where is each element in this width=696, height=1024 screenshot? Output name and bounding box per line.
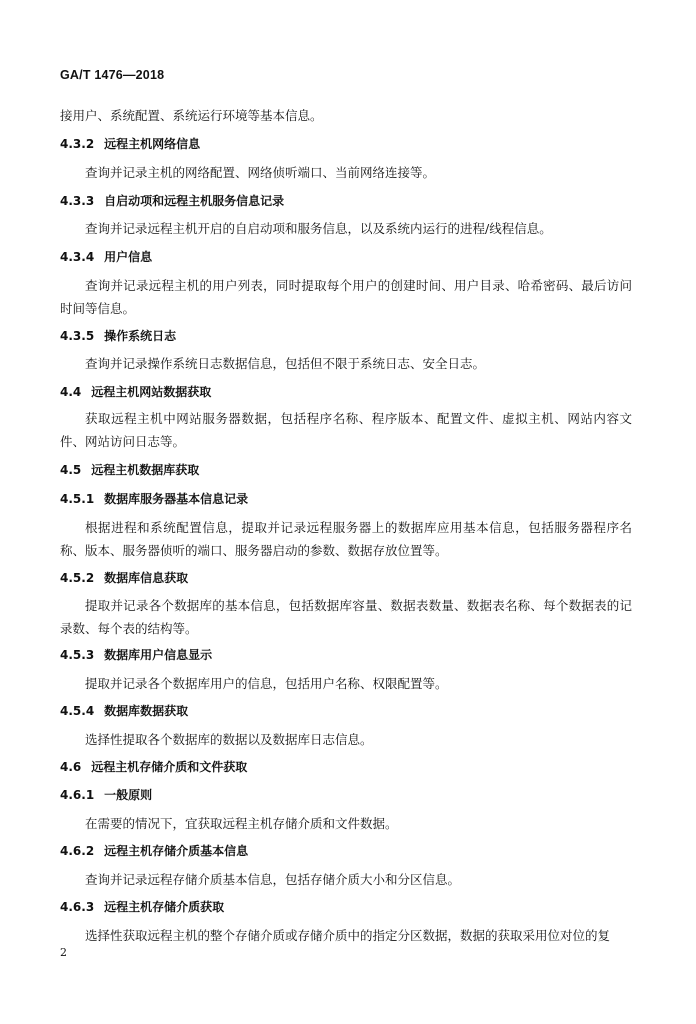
section-title: 操作系统日志 xyxy=(104,329,177,343)
paragraph: 接用户、系统配置、系统运行环境等基本信息。 xyxy=(60,108,323,123)
section-title: 用户信息 xyxy=(104,250,153,264)
section-title: 远程主机数据库获取 xyxy=(91,463,200,477)
section-heading xyxy=(60,702,188,719)
section-title: 数据库信息获取 xyxy=(104,571,189,585)
section-number: 4.5 xyxy=(60,463,82,477)
section-number: 4.6.3 xyxy=(60,900,95,914)
section-heading xyxy=(60,758,247,775)
paragraph: 查询并记录远程主机开启的自启动项和服务信息，以及系统内运行的进程/线程信息。 xyxy=(85,221,552,236)
section-title: 远程主机存储介质获取 xyxy=(104,900,225,914)
paragraph: 根据进程和系统配置信息，提取并记录远程服务器上的数据库应用基本信息，包括服务器程序名称、版本、服务器侦听的端口、服务器启动的参数、数据存放位置等。 xyxy=(60,520,632,558)
paragraph: 查询并记录主机的网络配置、网络侦听端口、当前网络连接等。 xyxy=(85,165,436,180)
section-title: 一般原则 xyxy=(104,788,153,802)
section-title: 远程主机网站数据获取 xyxy=(91,385,212,399)
paragraph: 在需要的情况下，宜获取远程主机存储介质和文件数据。 xyxy=(85,816,398,831)
paragraph: 选择性提取各个数据库的数据以及数据库日志信息。 xyxy=(85,732,373,747)
paragraph: 提取并记录各个数据库的基本信息，包括数据库容量、数据表数量、数据表名称、每个数据表的记录数、每个表的结构等。 xyxy=(60,598,632,636)
section-title: 远程主机存储介质基本信息 xyxy=(104,844,249,858)
section-heading xyxy=(60,490,248,507)
section-number: 4.3.5 xyxy=(60,329,95,343)
section-heading xyxy=(60,898,224,915)
section-title: 数据库用户信息显示 xyxy=(104,648,213,662)
section-heading xyxy=(60,248,152,265)
section-title: 数据库服务器基本信息记录 xyxy=(104,492,249,506)
section-title: 自启动项和远程主机服务信息记录 xyxy=(104,194,285,208)
section-number: 4.3.2 xyxy=(60,137,95,151)
paragraph: 选择性获取远程主机的整个存储介质或存储介质中的指定分区数据，数据的获取采用位对位的复 xyxy=(85,928,611,943)
paragraph: 获取远程主机中网站服务器数据，包括程序名称、程序版本、配置文件、虚拟主机、网站内容文件、网站访问日志等。 xyxy=(60,411,632,449)
section-number: 4.5.2 xyxy=(60,571,95,585)
section-title: 数据库数据获取 xyxy=(104,704,189,718)
page-number: 2 xyxy=(60,946,67,959)
section-title: 远程主机存储介质和文件获取 xyxy=(91,760,248,774)
paragraph: 查询并记录操作系统日志数据信息，包括但不限于系统日志、安全日志。 xyxy=(85,356,486,371)
section-heading xyxy=(60,646,212,663)
section-heading xyxy=(60,383,211,400)
section-heading xyxy=(60,569,188,586)
section-heading xyxy=(60,786,152,803)
section-heading xyxy=(60,192,284,209)
section-heading xyxy=(60,842,248,859)
standard-number: GA/T 1476—2018 xyxy=(60,68,165,82)
section-number: 4.5.1 xyxy=(60,492,95,506)
section-number: 4.5.3 xyxy=(60,648,95,662)
paragraph: 查询并记录远程主机的用户列表，同时提取每个用户的创建时间、用户目录、哈希密码、最后访问时间等信息。 xyxy=(60,278,632,316)
section-number: 4.6 xyxy=(60,760,82,774)
paragraph: 提取并记录各个数据库用户的信息，包括用户名称、权限配置等。 xyxy=(85,676,448,691)
section-title: 远程主机网络信息 xyxy=(104,137,201,151)
paragraph: 查询并记录远程存储介质基本信息，包括存储介质大小和分区信息。 xyxy=(85,872,461,887)
section-number: 4.4 xyxy=(60,385,82,399)
section-heading xyxy=(60,461,199,478)
section-number: 4.3.4 xyxy=(60,250,95,264)
section-number: 4.6.1 xyxy=(60,788,95,802)
section-number: 4.3.3 xyxy=(60,194,95,208)
section-number: 4.5.4 xyxy=(60,704,95,718)
section-heading xyxy=(60,327,176,344)
section-heading xyxy=(60,135,200,152)
section-number: 4.6.2 xyxy=(60,844,95,858)
